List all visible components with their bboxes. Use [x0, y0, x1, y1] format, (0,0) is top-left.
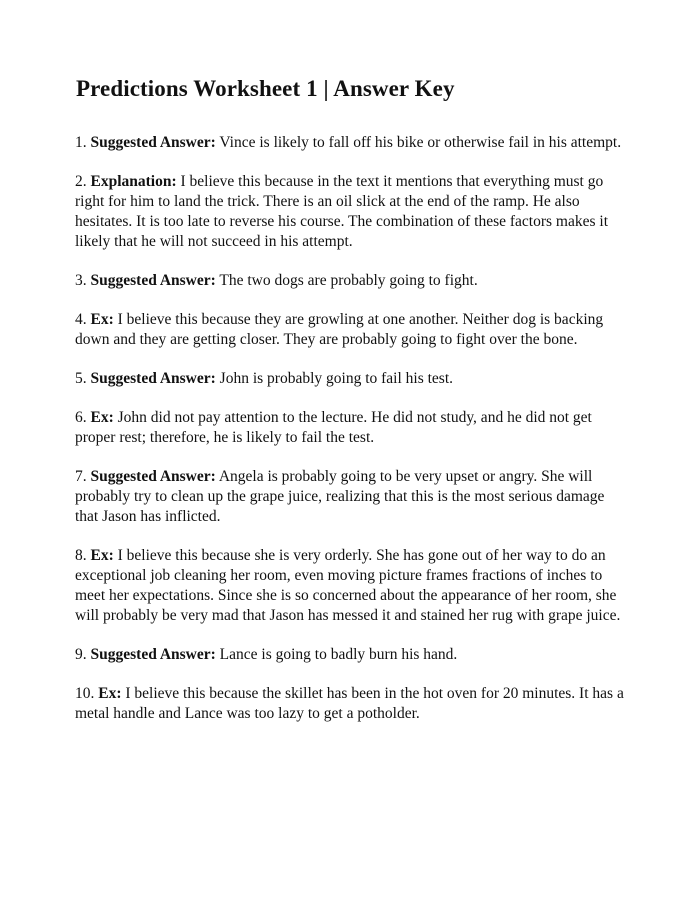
answer-label: Suggested Answer: [90, 134, 216, 151]
answer-label: Ex: [90, 311, 114, 328]
answer-item-3 [75, 271, 631, 291]
answer-label: Suggested Answer: [90, 468, 216, 485]
answer-item-10 [75, 684, 631, 724]
answer-item-4 [75, 310, 631, 350]
answer-text: I believe this because the skillet has been in the hot oven for 20 minutes. It has a metal handle and Lance was too lazy to get a potholder. [75, 685, 624, 722]
answer-list [75, 133, 631, 743]
answer-text: The two dogs are probably going to fight. [219, 272, 478, 289]
answer-number: 3. [75, 272, 87, 289]
answer-number: 8. [75, 547, 87, 564]
answer-text: I believe this because she is very orderly. She has gone out of her way to do an exceptional job cleaning her room, even moving picture frames fractions of inches to meet her expectations. Since she is so concerned about the appearance of her room, she will probably be very mad that Jason has messed it and stained her rug with grape juice. [75, 547, 621, 624]
answer-number: 10. [75, 685, 95, 702]
answer-label: Ex: [90, 547, 114, 564]
answer-number: 4. [75, 311, 87, 328]
answer-text: Angela is probably going to be very upset or angry. She will probably try to clean up the grape juice, realizing that this is the most serious damage that Jason has inflicted. [75, 468, 605, 525]
answer-label: Ex: [90, 409, 114, 426]
answer-number: 9. [75, 646, 87, 663]
answer-label: Suggested Answer: [90, 272, 216, 289]
answer-item-7 [75, 467, 631, 527]
answer-text: I believe this because in the text it mentions that everything must go right for him to land the trick. There is an oil slick at the end of the ramp. He also hesitates. It is too late to reverse his course. The combination of these factors makes it likely that he will not succeed in his attempt. [75, 173, 609, 250]
answer-item-6 [75, 408, 631, 448]
answer-text: Lance is going to badly burn his hand. [219, 646, 458, 663]
answer-number: 1. [75, 134, 87, 151]
answer-item-2 [75, 172, 631, 252]
page-title: Predictions Worksheet 1 | Answer Key [76, 76, 455, 101]
answer-item-9 [75, 645, 631, 665]
answer-text: Vince is likely to fall off his bike or otherwise fail in his attempt. [219, 134, 622, 151]
answer-text: John did not pay attention to the lecture. He did not study, and he did not get proper rest; therefore, he is likely to fail the test. [75, 409, 592, 446]
answer-text: John is probably going to fail his test. [219, 370, 454, 387]
answer-number: 2. [75, 173, 87, 190]
answer-label: Explanation: [90, 173, 177, 190]
answer-item-5 [75, 369, 631, 389]
answer-label: Suggested Answer: [90, 646, 216, 663]
answer-label: Suggested Answer: [90, 370, 216, 387]
answer-label: Ex: [98, 685, 122, 702]
answer-item-1 [75, 133, 631, 153]
answer-number: 6. [75, 409, 87, 426]
answer-number: 7. [75, 468, 87, 485]
answer-item-8 [75, 546, 631, 626]
answer-text: I believe this because they are growling at one another. Neither dog is backing down and they are getting closer. They are probably going to fight over the bone. [75, 311, 604, 348]
answer-number: 5. [75, 370, 87, 387]
